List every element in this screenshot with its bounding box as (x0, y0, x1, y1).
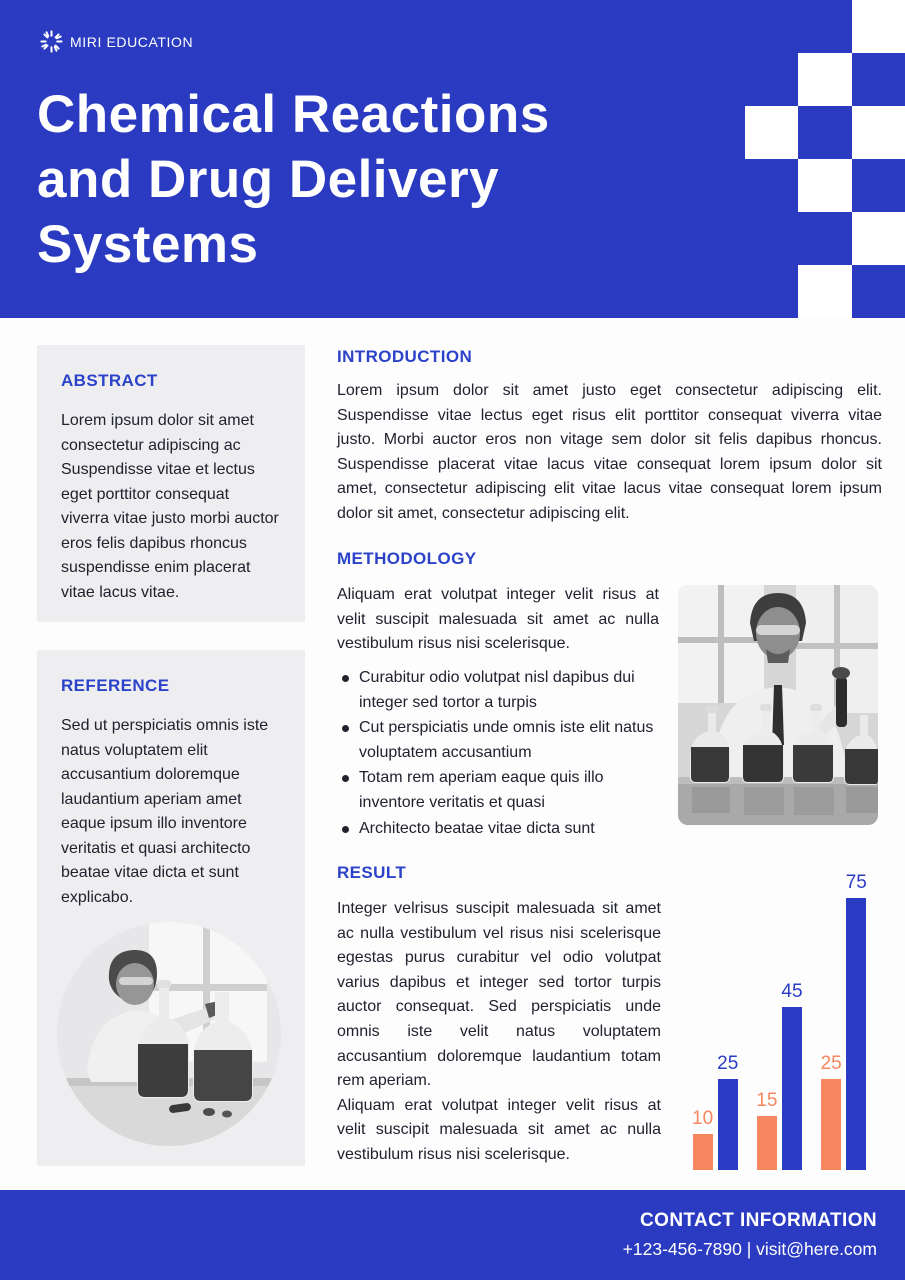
chart-value-label: 10 (692, 1108, 714, 1129)
chart-bar-column (821, 1054, 842, 1170)
bullet-item: Totam rem aperiam eaque quis illo inventore veritatis et quasi (337, 766, 661, 815)
header-banner (0, 0, 905, 318)
chart-bar-column (692, 1109, 713, 1170)
chart-bar-group (821, 873, 867, 1170)
reference-body: Sed ut perspiciatis omnis iste natus voluptatem elit accusantium doloremque laudantium aperiam amet eaque ipsum illo inventore veritatis et quasi architecto beatae vitae dicta et sunt explicabo. (61, 717, 269, 906)
methodology-bullet-list (337, 666, 661, 842)
abstract-body: Lorem ipsum dolor sit amet consectetur adipiscing ac Suspendisse vitae et lectus eget porttitor consequat viverra vitae justo morbi auctor eros felis dapibus rhoncus suspendisse enim placerat vitae lacus vitae. (61, 412, 279, 601)
page-title (37, 82, 550, 277)
checker-square (852, 0, 905, 53)
chart-bar (846, 898, 866, 1170)
introduction-heading: INTRODUCTION (337, 347, 473, 366)
checker-pattern (745, 0, 905, 318)
introduction-body: Lorem ipsum dolor sit amet justo eget consectetur adipiscing elit. Suspendisse vitae lectus eget risus elit porttitor consequat viverra vitae justo. Morbi auctor eros non vitage sem dolor sit felis dapibus rhoncus. Suspendisse placerat vitae lacus vitae consequat lorem ipsum dolor sit amet, consectetur adipiscing elit vitae lacus vitae consequat lorem ipsum dolor sit amet, consectetur adipiscing elit. (337, 382, 882, 522)
chart-bar-group (756, 982, 802, 1170)
reference-heading: REFERENCE (61, 676, 170, 695)
chart-bar (757, 1116, 777, 1170)
checker-square (852, 106, 905, 159)
result-bar-chart (692, 860, 867, 1170)
brand (40, 30, 193, 53)
chart-bar-column (756, 1091, 777, 1170)
chart-bar-column (781, 982, 802, 1170)
checker-square (745, 106, 798, 159)
scientist-lab-photo (678, 585, 878, 825)
checker-square (852, 212, 905, 265)
chart-value-label: 25 (820, 1053, 842, 1074)
brand-name: MIRI EDUCATION (70, 33, 194, 50)
chart-value-label: 75 (845, 872, 867, 893)
chart-value-label: 45 (781, 981, 803, 1002)
checker-square (798, 265, 851, 318)
result-heading: RESULT (337, 863, 407, 882)
result-paragraph: Aliquam erat volutpat integer velit risus at velit suscipit malesuada sit amet ac nulla vestibulum risus nisi scelerisque. (337, 1096, 661, 1163)
bullet-item: Cut perspiciatis unde omnis iste elit natus voluptatem accusantium (337, 716, 661, 765)
title-line-3: Systems (37, 215, 259, 274)
bullet-item: Curabitur odio volutpat nisl dapibus dui integer sed tortor a turpis (337, 666, 661, 715)
contact-heading: CONTACT INFORMATION (640, 1210, 877, 1231)
reference-section (37, 650, 305, 1166)
result-paragraph: Integer velrisus suscipit malesuada sit amet ac nulla vestibulum vel risus nisi scelerisque egestas purus curabitur vel odio volutpat varius dapibus et integer sed tortor turpis auctor consequat. Sed perspiciatis unde omnis iste velit natus voluptatem accusantium doloremque laudantium totam rem aperiam. (337, 900, 661, 1090)
abstract-section (37, 345, 305, 622)
chart-bar (693, 1134, 713, 1170)
checker-square (798, 159, 851, 212)
sunburst-logo-icon (40, 30, 63, 53)
chart-bar-group (692, 1054, 738, 1170)
contact-footer (0, 1190, 905, 1280)
chart-bar-column (846, 873, 867, 1170)
researcher-circular-photo (57, 922, 281, 1146)
title-line-1: Chemical Reactions (37, 85, 550, 144)
bullet-item: Architecto beatae vitae dicta sunt (337, 817, 661, 842)
chart-bar (782, 1007, 802, 1170)
title-line-2: and Drug Delivery (37, 150, 500, 209)
checker-square (798, 53, 851, 106)
chart-bar (718, 1079, 738, 1170)
chart-value-label: 25 (717, 1053, 739, 1074)
methodology-body: Aliquam erat volutpat integer velit risus at velit suscipit malesuada sit amet ac nulla vestibulum risus nisi scelerisque. (337, 586, 659, 653)
chart-bar-column (717, 1054, 738, 1170)
chart-value-label: 15 (756, 1090, 778, 1111)
methodology-heading: METHODOLOGY (337, 549, 477, 568)
abstract-heading: ABSTRACT (61, 371, 158, 390)
chart-bar (821, 1079, 841, 1170)
result-body (337, 897, 661, 1168)
contact-details: +123-456-7890 | visit@here.com (622, 1239, 877, 1259)
